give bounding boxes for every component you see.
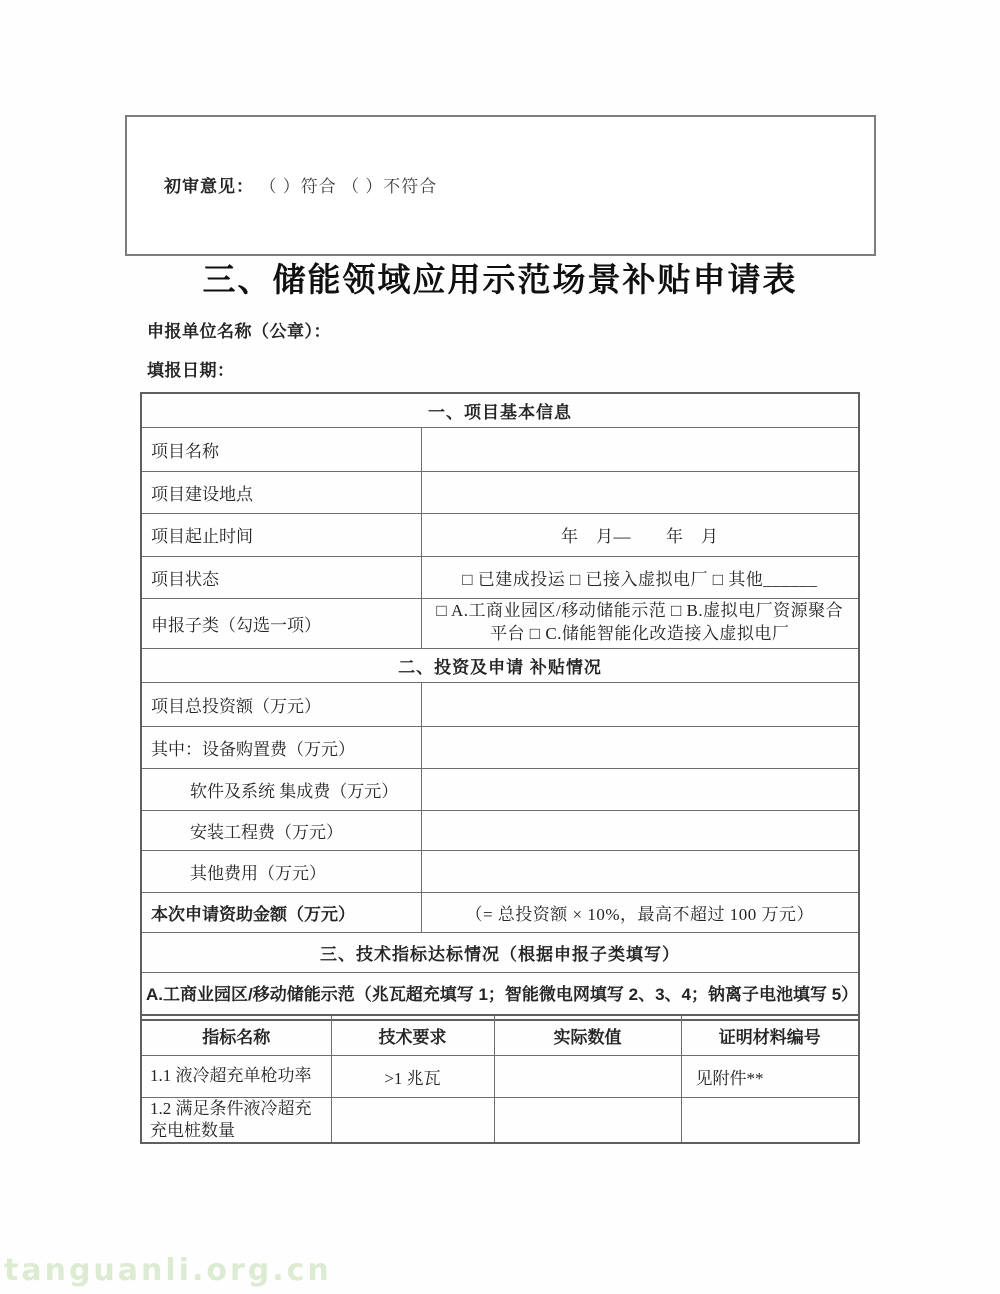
row-value	[421, 850, 859, 892]
site-watermark: tanguanli.org.cn	[4, 1253, 332, 1288]
indicator-actual-value	[494, 1097, 681, 1143]
indicator-row-1-2	[141, 1097, 859, 1143]
section1-header: 一、项目基本信息	[141, 393, 859, 427]
row-label: 项目总投资额（万元）	[141, 682, 421, 726]
row-label: 其中：设备购置费（万元）	[141, 726, 421, 768]
page-title: 三、储能领域应用示范场景补贴申请表	[202, 261, 798, 298]
indicator-row-1-1	[141, 1055, 859, 1097]
row-label: 软件及系统 集成费（万元）	[141, 768, 421, 810]
row-value	[421, 726, 859, 768]
subcategory-a-header: A.工商业园区/移动储能示范（兆瓦超充填写 1；智能微电网填写 2、3、4；钠离子电池填写 5）	[141, 972, 859, 1020]
review-opinion-box	[125, 115, 876, 256]
row-value	[421, 768, 859, 810]
row-value-status-checkboxes: □ 已建成投运 □ 已接入虚拟电厂 □ 其他______	[421, 556, 859, 598]
indicator-requirement: >1 兆瓦	[331, 1055, 494, 1097]
row-label: 其他费用（万元）	[141, 850, 421, 892]
review-opinion-options: （ ）符合 （ ）不符合	[268, 177, 438, 196]
row-value	[421, 471, 859, 513]
table-row-project-name	[141, 427, 859, 471]
section3-header-row	[141, 932, 859, 972]
row-label: 安装工程费（万元）	[141, 810, 421, 850]
applicant-name-label: 申报单位名称（公章）：	[147, 322, 331, 341]
section2-header-row	[141, 648, 859, 682]
section1-header-row	[141, 393, 859, 427]
table-row-equipment-cost	[141, 726, 859, 768]
indicator-evidence: 见附件**	[681, 1055, 859, 1097]
row-label: 项目起止时间	[141, 513, 421, 556]
table-row-subcategory	[141, 598, 859, 648]
section2-header: 二、投资及申请 补贴情况	[141, 648, 859, 682]
row-value	[421, 682, 859, 726]
indicator-header-requirement: 技术要求	[331, 1015, 494, 1055]
review-opinion-line	[127, 117, 874, 197]
row-value	[421, 427, 859, 471]
row-label: 项目建设地点	[141, 471, 421, 513]
subcategory-a-header-row	[141, 972, 859, 1020]
indicator-name: 1.2 满足条件液冷超充 充电桩数量	[141, 1097, 331, 1143]
row-label: 项目状态	[141, 556, 421, 598]
row-label: 本次申请资助金额（万元）	[141, 892, 421, 932]
section3-header: 三、技术指标达标情况（根据申报子类填写）	[141, 932, 859, 972]
table-row-software-cost	[141, 768, 859, 810]
indicator-evidence	[681, 1097, 859, 1143]
row-value-formula: （= 总投资额 × 10%，最高不超过 100 万元）	[421, 892, 859, 932]
indicator-name: 1.1 液冷超充单枪功率	[141, 1055, 331, 1097]
report-date-label: 填报日期：	[147, 361, 235, 380]
row-label: 项目名称	[141, 427, 421, 471]
indicator-header-row	[141, 1015, 859, 1055]
table-row-requested-amount	[141, 892, 859, 932]
row-value-subcategory-checkboxes: □ A.工商业园区/移动储能示范 □ B.虚拟电厂资源聚合 平台 □ C.储能智能化改造接入虚拟电厂	[421, 598, 859, 648]
indicator-table	[140, 1014, 860, 1144]
row-value	[421, 810, 859, 850]
row-label: 申报子类（勾选一项）	[141, 598, 421, 648]
indicator-requirement	[331, 1097, 494, 1143]
table-row-other-cost	[141, 850, 859, 892]
review-opinion-label: 初审意见：	[164, 177, 254, 196]
table-row-project-period	[141, 513, 859, 556]
indicator-header-name: 指标名称	[141, 1015, 331, 1055]
table-row-project-location	[141, 471, 859, 513]
table-row-project-status	[141, 556, 859, 598]
application-table	[140, 392, 860, 1021]
row-value: 年 月— 年 月	[421, 513, 859, 556]
indicator-header-evidence: 证明材料编号	[681, 1015, 859, 1055]
table-row-total-investment	[141, 682, 859, 726]
indicator-actual-value	[494, 1055, 681, 1097]
indicator-header-actual: 实际数值	[494, 1015, 681, 1055]
table-row-installation-cost	[141, 810, 859, 850]
